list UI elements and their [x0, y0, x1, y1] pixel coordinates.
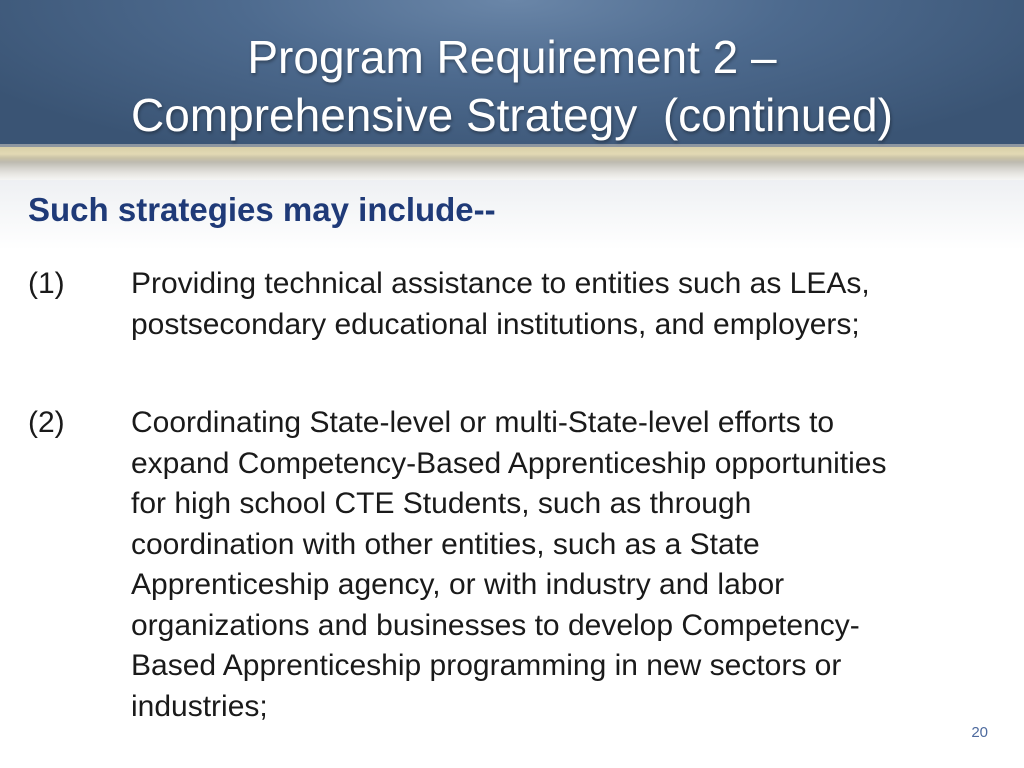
- slide-title-line-1: Program Requirement 2 –: [247, 31, 777, 83]
- slide-title-line-2: Comprehensive Strategy (continued): [131, 89, 893, 141]
- list-item-number: (1): [28, 267, 65, 300]
- list-item-line: for high school CTE Students, such as through: [131, 487, 752, 520]
- list-item-line: industries;: [131, 689, 268, 723]
- slide-subtitle: Such strategies may include--: [28, 191, 496, 228]
- decorative-band: [0, 144, 1024, 180]
- list-item-line: postsecondary educational institutions, and employers;: [131, 307, 860, 341]
- list-item-text: [131, 403, 1008, 727]
- list-item-2: [28, 403, 1008, 727]
- list-item-line: Apprenticeship agency, or with industry and labor: [131, 568, 785, 601]
- strategy-list: [28, 264, 1008, 727]
- slide-title: [0, 28, 1024, 144]
- list-item-line: coordination with other entities, such as a State: [131, 527, 760, 561]
- list-item-1: [28, 264, 1008, 345]
- list-item-line: Coordinating State-level or multi-State-level efforts to: [131, 406, 835, 439]
- list-item-line: organizations and businesses to develop Competency-: [131, 608, 860, 642]
- list-item-line: Based Apprenticeship programming in new sectors or: [131, 649, 842, 682]
- list-item-number: (2): [28, 406, 65, 439]
- list-item-text: [131, 264, 1008, 345]
- list-item-line: Providing technical assistance to entities such as LEAs,: [131, 267, 870, 300]
- list-item-line: expand Competency-Based Apprenticeship opportunities: [131, 446, 887, 480]
- page-number: 20: [971, 724, 988, 741]
